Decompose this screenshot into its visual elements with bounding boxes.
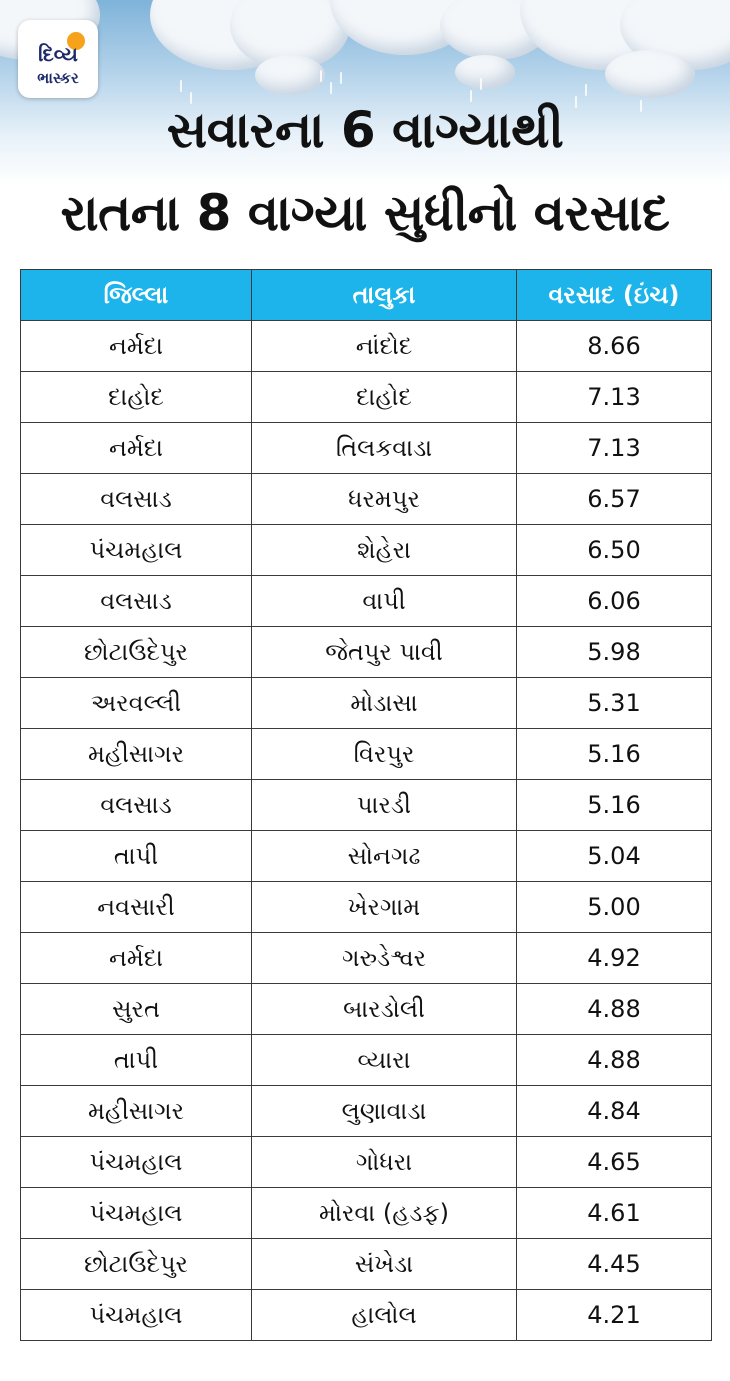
table-row (21, 729, 712, 780)
table-row (21, 576, 712, 627)
raindrop (330, 82, 332, 94)
raindrop (180, 80, 182, 92)
table-row (21, 678, 712, 729)
district-cell: પંચમહાલ (21, 1188, 252, 1239)
rainfall-cell: 4.84 (517, 1086, 712, 1137)
column-header-taluka: તાલુકા (252, 270, 517, 321)
taluka-cell: ખેરગામ (252, 882, 517, 933)
taluka-cell: હાલોલ (252, 1290, 517, 1341)
table-row (21, 1086, 712, 1137)
taluka-cell: મોડાસા (252, 678, 517, 729)
taluka-cell: નાંદોદ (252, 321, 517, 372)
taluka-cell: બારડોલી (252, 984, 517, 1035)
rainfall-cell: 8.66 (517, 321, 712, 372)
taluka-cell: જેતપુર પાવી (252, 627, 517, 678)
district-cell: પંચમહાલ (21, 525, 252, 576)
taluka-cell: વાપી (252, 576, 517, 627)
rainfall-cell: 7.13 (517, 423, 712, 474)
district-cell: પંચમહાલ (21, 1290, 252, 1341)
district-cell: નવસારી (21, 882, 252, 933)
rainfall-cell: 4.92 (517, 933, 712, 984)
rainfall-cell: 5.04 (517, 831, 712, 882)
rainfall-cell: 4.61 (517, 1188, 712, 1239)
table-row (21, 933, 712, 984)
district-cell: વલસાડ (21, 576, 252, 627)
table-row (21, 831, 712, 882)
district-cell: મહીસાગર (21, 729, 252, 780)
table-row (21, 984, 712, 1035)
rainfall-cell: 4.21 (517, 1290, 712, 1341)
column-header-rainfall: વરસાદ (ઇંચ) (517, 270, 712, 321)
taluka-cell: શેહેરા (252, 525, 517, 576)
cloud-shape (455, 55, 515, 89)
rainfall-cell: 6.06 (517, 576, 712, 627)
table-row (21, 321, 712, 372)
district-cell: વલસાડ (21, 474, 252, 525)
district-cell: સુરત (21, 984, 252, 1035)
cloud-shape (605, 50, 695, 98)
table-row (21, 372, 712, 423)
rainfall-cell: 4.88 (517, 1035, 712, 1086)
rainfall-cell: 5.31 (517, 678, 712, 729)
district-cell: મહીસાગર (21, 1086, 252, 1137)
rainfall-cell: 5.16 (517, 729, 712, 780)
district-cell: પંચમહાલ (21, 1137, 252, 1188)
district-cell: તાપી (21, 831, 252, 882)
raindrop (480, 78, 482, 90)
rainfall-cell: 5.16 (517, 780, 712, 831)
logo-text-line2: ભાસ્કર (37, 69, 79, 87)
rainfall-cell: 5.00 (517, 882, 712, 933)
rainfall-cell: 4.45 (517, 1239, 712, 1290)
taluka-cell: પારડી (252, 780, 517, 831)
taluka-cell: લુણાવાડા (252, 1086, 517, 1137)
rainfall-cell: 6.50 (517, 525, 712, 576)
divya-bhaskar-logo (18, 20, 98, 98)
raindrop (585, 84, 587, 96)
table-row (21, 1290, 712, 1341)
table-row (21, 474, 712, 525)
logo-text-line1: દિવ્ય (38, 42, 78, 66)
table-row (21, 627, 712, 678)
rainfall-cell: 6.57 (517, 474, 712, 525)
cloud-shape (255, 55, 325, 95)
table-row (21, 882, 712, 933)
district-cell: દાહોદ (21, 372, 252, 423)
taluka-cell: ગોધરા (252, 1137, 517, 1188)
taluka-cell: દાહોદ (252, 372, 517, 423)
rainfall-cell: 7.13 (517, 372, 712, 423)
district-cell: નર્મદા (21, 321, 252, 372)
rainfall-table (20, 269, 712, 1341)
district-cell: છોટાઉદેપુર (21, 1239, 252, 1290)
taluka-cell: વ્યારા (252, 1035, 517, 1086)
district-cell: વલસાડ (21, 780, 252, 831)
taluka-cell: સંખેડા (252, 1239, 517, 1290)
table-row (21, 525, 712, 576)
table-row (21, 1188, 712, 1239)
taluka-cell: ધરમપુર (252, 474, 517, 525)
rainfall-cell: 4.65 (517, 1137, 712, 1188)
raindrop (320, 70, 322, 82)
table-row (21, 1035, 712, 1086)
table-header-row (21, 270, 712, 321)
taluka-cell: સોનગઢ (252, 831, 517, 882)
page-title-line2: રાતના 8 વાગ્યા સુધીનો વરસાદ (60, 184, 670, 242)
table-row (21, 423, 712, 474)
rainfall-cell: 5.98 (517, 627, 712, 678)
district-cell: અરવલ્લી (21, 678, 252, 729)
district-cell: નર્મદા (21, 423, 252, 474)
taluka-cell: ગરુડેશ્વર (252, 933, 517, 984)
table-row (21, 780, 712, 831)
raindrop (340, 72, 342, 84)
taluka-cell: મોરવા (હડફ) (252, 1188, 517, 1239)
table-row (21, 1239, 712, 1290)
district-cell: નર્મદા (21, 933, 252, 984)
district-cell: તાપી (21, 1035, 252, 1086)
district-cell: છોટાઉદેપુર (21, 627, 252, 678)
column-header-district: જિલ્લા (21, 270, 252, 321)
taluka-cell: તિલકવાડા (252, 423, 517, 474)
taluka-cell: વિરપુર (252, 729, 517, 780)
rainfall-cell: 4.88 (517, 984, 712, 1035)
page-title-line1: સવારના 6 વાગ્યાથી (166, 101, 564, 159)
table-row (21, 1137, 712, 1188)
